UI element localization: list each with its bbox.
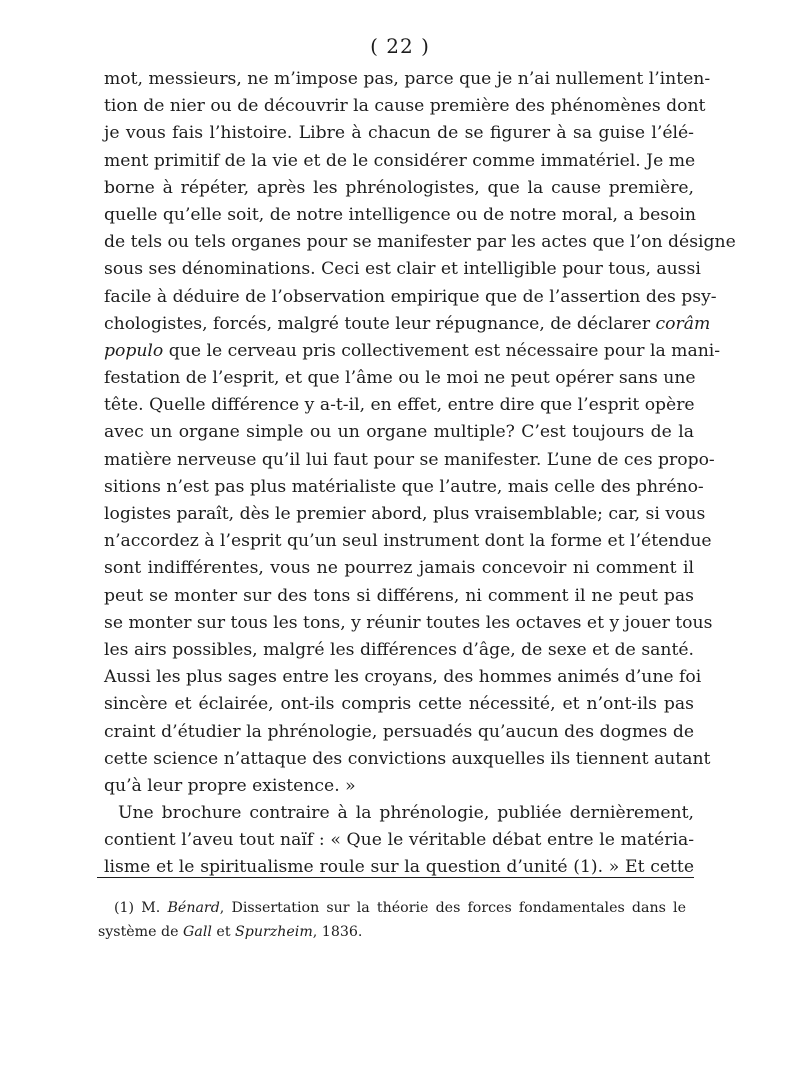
footnote-author: Bénard	[167, 900, 220, 916]
footnote-line	[114, 896, 686, 920]
footnote-text: système de	[98, 924, 179, 940]
text-line: se monter sur tous les tons, y réunir toutes les octaves et y jouer tous	[104, 612, 713, 633]
text-line: de tels ou tels organes pour se manifester par les actes que l’on désigne	[104, 232, 736, 253]
footnote-marker: (1) M.	[114, 900, 161, 916]
text-line: quelle qu’elle soit, de notre intelligence ou de notre moral, a besoin	[104, 204, 697, 225]
text-line: les airs possibles, malgré les différences d’âge, de sexe et de santé.	[104, 639, 694, 660]
text-line: avec un organe simple ou un organe multiple? C’est toujours de la	[104, 422, 694, 443]
text-line: craint d’étudier la phrénologie, persuadés qu’aucun des dogmes de	[104, 721, 694, 742]
text-line: sitions n’est pas plus matérialiste que l’autre, mais celle des phréno-	[104, 476, 704, 497]
text-line: ment primitif de la vie et de le considérer comme immatériel. Je me	[104, 150, 696, 171]
footnote	[98, 896, 686, 944]
page-number: ( 22 )	[370, 34, 430, 58]
text-line: logistes paraît, dès le premier abord, plus vraisemblable; car, si vous	[104, 504, 706, 524]
text-line: n’accordez à l’esprit qu’un seul instrument dont la forme et l’étendue	[104, 531, 712, 552]
text-line-segment: chologistes, forcés, malgré toute leur répugnance, de déclarer	[104, 313, 651, 334]
italic-populo: populo	[104, 340, 164, 361]
footnote-name-spurzheim: Spurzheim	[235, 924, 313, 940]
text-line: festation de l’esprit, et que l’âme ou le moi ne peut opérer sans une	[104, 368, 696, 389]
text-line: cette science n’attaque des convictions auxquelles ils tiennent autant	[104, 748, 711, 769]
text-line: Aussi les plus sages entre les croyans, des hommes animés d’une foi	[104, 667, 702, 688]
text-line: sont indifférentes, vous ne pourrez jamais concevoir ni comment il	[104, 558, 694, 579]
text-line: borne à répéter, après les phrénologistes, que la cause première,	[104, 177, 694, 198]
footnote-text: et	[216, 924, 231, 940]
italic-coram: corâm	[655, 313, 711, 334]
text-line: qu’à leur propre existence. »	[104, 775, 356, 796]
main-text-block	[104, 66, 736, 882]
text-line: facile à déduire de l’observation empirique que de l’assertion des psy-	[104, 286, 717, 307]
text-line: je vous fais l’histoire. Libre à chacun de se figurer à sa guise l’élé-	[104, 123, 694, 144]
text-line: Une brochure contraire à la phrénologie, publiée dernièrement,	[118, 803, 694, 824]
text-line	[104, 338, 721, 365]
footnote-line	[98, 920, 686, 944]
text-line: tête. Quelle différence y a-t-il, en effet, entre dire que l’esprit opère	[104, 395, 695, 416]
text-line: sincère et éclairée, ont-ils compris cette nécessité, et n’ont-ils pas	[104, 694, 694, 715]
text-line: contient l’aveu tout naïf : « Que le véritable débat entre le matéria-	[104, 830, 694, 851]
text-line: tion de nier ou de découvrir la cause première des phénomènes dont	[104, 96, 706, 117]
text-line: sous ses dénominations. Ceci est clair et intelligible pour tous, aussi	[104, 259, 701, 280]
text-line: mot, messieurs, ne m’impose pas, parce que je n’ai nullement l’inten-	[104, 69, 711, 89]
text-line-segment: que le cerveau pris collectivement est nécessaire pour la mani-	[163, 340, 721, 361]
footnote-year: , 1836.	[312, 924, 363, 940]
text-line: peut se monter sur des tons si différens, ni comment il ne peut pas	[104, 585, 694, 606]
footnote-name-gall: Gall	[183, 924, 212, 940]
text-line: matière nerveuse qu’il lui faut pour se manifester. L’une de ces propo-	[104, 449, 715, 470]
text-line: lisme et le spiritualisme roule sur la question d’unité (1). » Et cette	[104, 857, 694, 878]
footnote-divider	[97, 877, 694, 878]
footnote-text: , Dissertation sur la théorie des forces fondamentales dans le	[219, 900, 686, 916]
text-line	[104, 311, 711, 338]
